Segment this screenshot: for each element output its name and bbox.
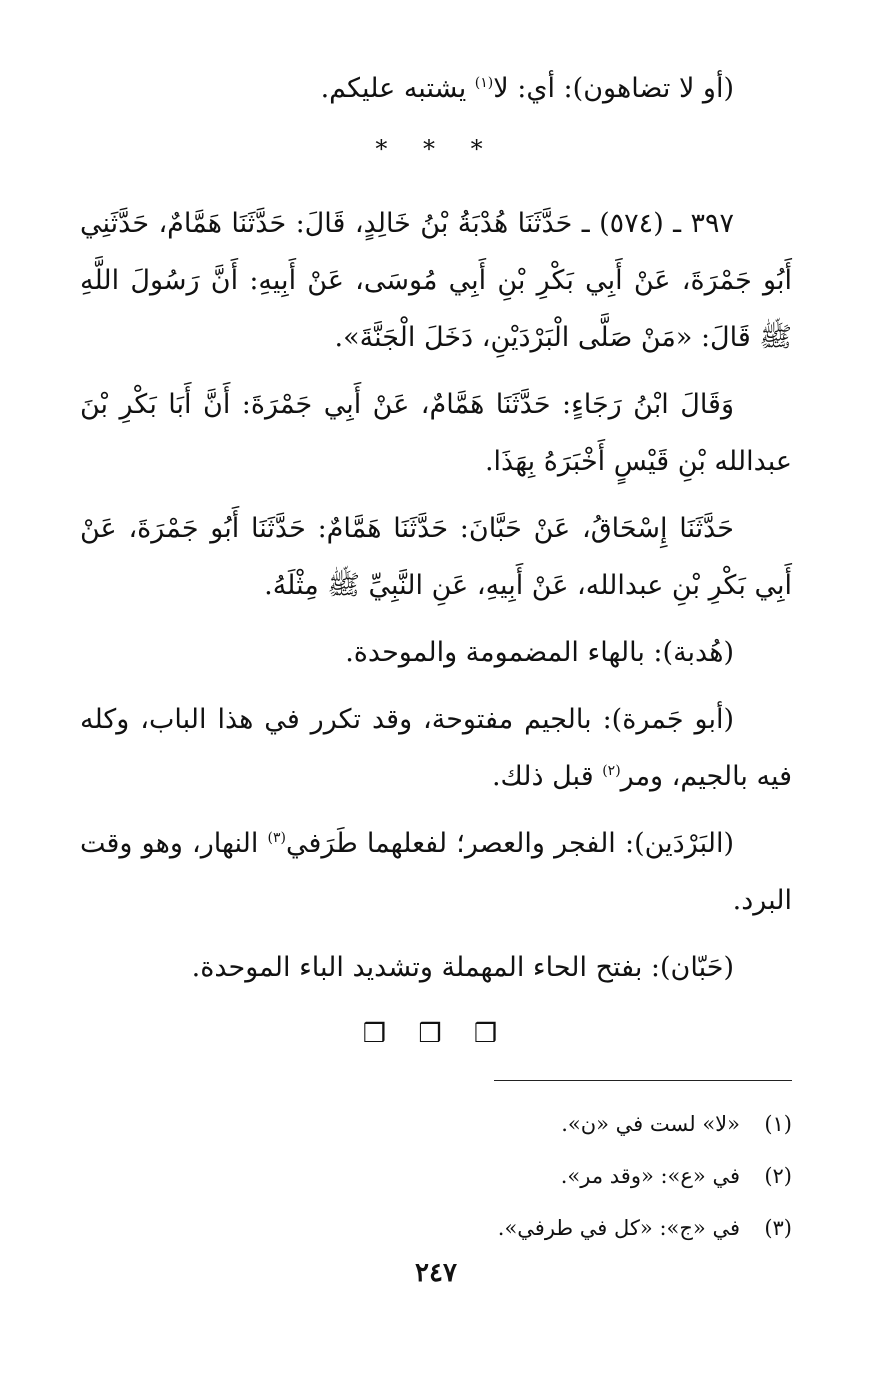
footnote-3 — [80, 1202, 792, 1254]
gloss-abu-jamra — [80, 691, 792, 805]
footnote-marker-1[interactable]: (١) — [474, 75, 494, 91]
hadith-chain-ibn-raja: وَقَالَ ابْنُ رَجَاءٍ: حَدَّثَنَا هَمَّامٌ، عَنْ أَبِي جَمْرَةَ: أَنَّ أَبَا بَكْرِ بْنَ عبدالله بْنِ قَيْسٍ أَخْبَرَهُ بِهَذَا. — [80, 389, 792, 477]
footnote-text: في «ع»: «وقد مر». — [560, 1164, 740, 1188]
footnote-text: «لا» لست في «ن». — [561, 1112, 740, 1136]
gloss-text: (أبو جَمرة): بالجيم مفتوحة، وقد تكرر في هذا الباب، وكله فيه بالجيم، ومر — [80, 704, 792, 792]
hadith-chain-ishaq: حَدَّثَنَا إِسْحَاقُ، عَنْ حَبَّانَ: حَدَّثَنَا هَمَّامٌ: حَدَّثَنَا أَبُو جَمْرَةَ، عَنْ أَبِي بَكْرِ بْنِ عبدالله، عَنْ أَبِيهِ، عَنِ النَّبِيِّ ﷺ مِثْلَهُ. — [80, 513, 792, 601]
section-divider-stars: * * * — [375, 135, 497, 163]
gloss-text-end: يشتبه عليكم. — [320, 73, 475, 104]
gloss-paragraph-tudahun — [80, 60, 792, 117]
gloss-hibban: (حَبّان): بفتح الحاء المهملة وتشديد الباء الموحدة. — [191, 952, 734, 983]
footnote-number: (٣) — [764, 1216, 792, 1240]
book-page — [80, 60, 792, 1360]
gloss-text: (أو لا تضاهون): أي: لا — [493, 73, 734, 104]
gloss-bardayn — [80, 815, 792, 929]
footnote-number: (١) — [764, 1112, 792, 1136]
footnote-number: (٢) — [764, 1164, 792, 1188]
footnote-text: في «ج»: «كل في طرفي». — [497, 1216, 740, 1240]
footnotes — [80, 1098, 792, 1254]
footnote-marker-3[interactable]: (٣) — [267, 830, 286, 846]
footnote-1 — [80, 1098, 792, 1150]
section-end-squares: ❒ ❒ ❒ — [362, 1019, 510, 1049]
gloss-hudba: (هُدبة): بالهاء المضمومة والموحدة. — [345, 637, 734, 668]
gloss-text-end: النهار، وهو وقت البرد. — [80, 828, 792, 916]
footnote-marker-2[interactable]: (٢) — [602, 763, 621, 779]
footnote-rule — [494, 1080, 792, 1081]
hadith-397: ٣٩٧ ـ (٥٧٤) ـ حَدَّثَنَا هُدْبَةُ بْنُ خَالِدٍ، قَالَ: حَدَّثَنَا هَمَّامٌ، حَدَّثَنِي أَبُو جَمْرَةَ، عَنْ أَبِي بَكْرِ بْنِ أَبِي مُوسَى، عَنْ أَبِيهِ: أَنَّ رَسُولَ اللَّهِ ﷺ قَالَ: «مَنْ صَلَّى الْبَرْدَيْنِ، دَخَلَ الْجَنَّةَ». — [80, 208, 792, 353]
footnote-2 — [80, 1150, 792, 1202]
gloss-text-end: قبل ذلك. — [491, 761, 603, 792]
gloss-text: (البَرْدَين): الفجر والعصر؛ لفعلهما طَرَفي — [285, 828, 735, 859]
page-number: ٢٤٧ — [415, 1258, 457, 1288]
